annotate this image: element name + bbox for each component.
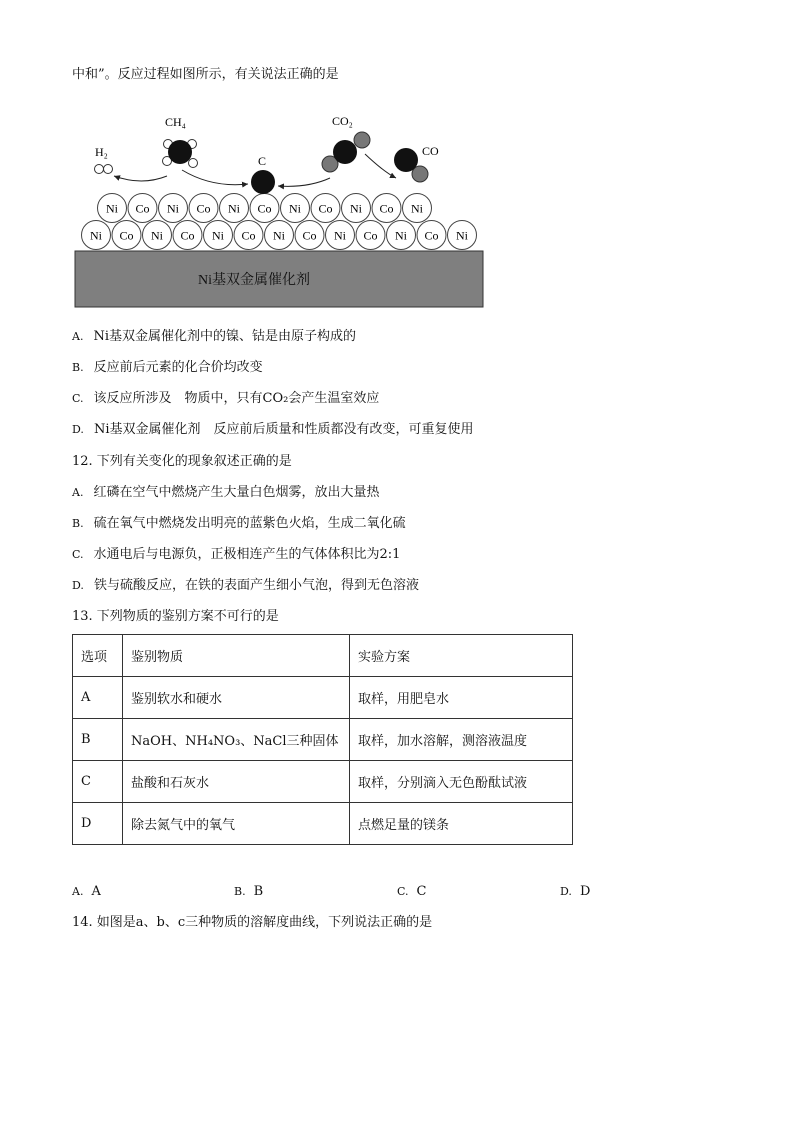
option-text: A xyxy=(91,884,101,899)
option-label: D. xyxy=(72,423,84,436)
arrow-ch4-to-c xyxy=(182,170,248,185)
table-cell: B xyxy=(73,719,123,761)
table-header-cell: 实验方案 xyxy=(350,635,573,677)
q12-option-c[interactable] xyxy=(72,546,400,564)
co-atom-label: Co xyxy=(119,228,134,243)
c-atom xyxy=(251,170,275,194)
table-cell: D xyxy=(73,803,123,845)
h2-label: H₂ xyxy=(95,145,108,159)
table-cell: A xyxy=(73,677,123,719)
table-row xyxy=(73,761,573,803)
arrow-co2-to-c xyxy=(278,178,330,186)
co-atom-label: Co xyxy=(257,201,272,216)
h2-atom xyxy=(104,165,113,174)
option-text: Ni基双金属催化剂 反应前后质量和性质都没有改变，可重复使用 xyxy=(93,422,474,437)
ni-atom-label: Ni xyxy=(151,228,163,243)
co-label: CO xyxy=(422,144,439,158)
q13-table xyxy=(72,634,573,845)
co-atom-label: Co xyxy=(135,201,150,216)
ni-atom-label: Ni xyxy=(90,228,102,243)
q11-option-a[interactable] xyxy=(72,328,356,346)
q13-stem: 13. 下列物质的鉴别方案不可行的是 xyxy=(72,609,279,624)
table-header-cell: 选项 xyxy=(73,635,123,677)
option-label: B. xyxy=(72,361,84,374)
q13-answer-a[interactable] xyxy=(72,884,101,899)
table-cell: 点燃足量的镁条 xyxy=(350,803,573,845)
q11-option-b[interactable] xyxy=(72,359,263,377)
option-label: C. xyxy=(72,392,84,405)
option-label: A. xyxy=(72,885,84,898)
ni-atom-label: Ni xyxy=(289,201,301,216)
co-atom-label: Co xyxy=(318,201,333,216)
co-atom-label: Co xyxy=(379,201,394,216)
option-text: D xyxy=(579,884,591,899)
co-atom-label: Co xyxy=(363,228,378,243)
ni-atom-label: Ni xyxy=(212,228,224,243)
option-text: 铁与硫酸反应，在铁的表面产生细小气泡，得到无色溶液 xyxy=(93,578,419,593)
co-atom-label: Co xyxy=(241,228,256,243)
q13-answer-c[interactable] xyxy=(397,884,426,899)
option-text: 红磷在空气中燃烧产生大量白色烟雾，放出大量热 xyxy=(93,485,380,500)
option-text: Ni基双金属催化剂中的镍、钴是由原子构成的 xyxy=(93,329,356,344)
q12-option-b[interactable] xyxy=(72,515,406,533)
option-text: 反应前后元素的化合价均改变 xyxy=(93,360,263,375)
option-label: A. xyxy=(72,330,84,343)
co2-o-atom xyxy=(354,132,370,148)
co2-label: CO₂ xyxy=(332,114,353,128)
option-text: C xyxy=(416,884,427,899)
q12-option-a[interactable] xyxy=(72,484,379,502)
ch4-h-atom xyxy=(189,159,198,168)
table-cell: 取样，分别滴入无色酚酞试液 xyxy=(350,761,573,803)
intro-line: 中和”。反应过程如图所示，有关说法正确的是 xyxy=(72,67,339,82)
atom-row-top xyxy=(98,194,432,223)
q13-answer-b[interactable] xyxy=(234,884,263,899)
co-atom-label: Co xyxy=(424,228,439,243)
ni-atom-label: Ni xyxy=(456,228,468,243)
option-label: D. xyxy=(72,579,84,592)
option-label: B. xyxy=(234,885,246,898)
ch4-c-atom xyxy=(168,140,192,164)
co-atom-label: Co xyxy=(180,228,195,243)
co-atom-label: Co xyxy=(302,228,317,243)
table-cell: 取样，加水溶解，测溶液温度 xyxy=(350,719,573,761)
table-header-row xyxy=(73,635,573,677)
ni-atom-label: Ni xyxy=(395,228,407,243)
table-row xyxy=(73,719,573,761)
option-label: A. xyxy=(72,486,84,499)
reaction-figure xyxy=(72,104,492,314)
option-label: B. xyxy=(72,517,84,530)
ni-atom-label: Ni xyxy=(350,201,362,216)
table-row xyxy=(73,803,573,845)
catalyst-base-label: Ni基双金属催化剂 xyxy=(198,273,310,288)
q11-option-c[interactable] xyxy=(72,390,379,408)
q12-stem: 12. 下列有关变化的现象叙述正确的是 xyxy=(72,454,292,469)
table-cell: C xyxy=(73,761,123,803)
c-label: C xyxy=(258,154,267,168)
co-atom-label: Co xyxy=(196,201,211,216)
table-cell: 除去氮气中的氧气 xyxy=(123,803,350,845)
ch4-label: CH₄ xyxy=(165,115,186,129)
arrow-to-co xyxy=(365,154,396,178)
option-label: C. xyxy=(72,548,84,561)
q12-option-d[interactable] xyxy=(72,577,419,595)
table-cell: NaOH、NH₄NO₃、NaCl三种固体 xyxy=(123,719,350,761)
q14-stem: 14. 如图是a、b、c三种物质的溶解度曲线，下列说法正确的是 xyxy=(72,915,433,930)
co-c-atom xyxy=(394,148,418,172)
option-label: C. xyxy=(397,885,409,898)
ni-atom-label: Ni xyxy=(106,201,118,216)
option-text: 硫在氧气中燃烧发出明亮的蓝紫色火焰，生成二氧化硫 xyxy=(93,516,406,531)
co2-c-atom xyxy=(333,140,357,164)
ni-atom-label: Ni xyxy=(411,201,423,216)
atom-row-bottom xyxy=(82,221,477,250)
table-row xyxy=(73,677,573,719)
table-cell: 取样，用肥皂水 xyxy=(350,677,573,719)
h2-atom xyxy=(95,165,104,174)
ni-atom-label: Ni xyxy=(273,228,285,243)
table-header-cell: 鉴别物质 xyxy=(123,635,350,677)
table-cell: 盐酸和石灰水 xyxy=(123,761,350,803)
ni-atom-label: Ni xyxy=(228,201,240,216)
arrow-ch4-to-h2 xyxy=(114,176,167,181)
ni-atom-label: Ni xyxy=(334,228,346,243)
option-text: B xyxy=(253,884,264,899)
option-text: 水通电后与电源负，正极相连产生的气体体积比为2:1 xyxy=(93,547,401,562)
option-label: D. xyxy=(560,885,572,898)
table-cell: 鉴别软水和硬水 xyxy=(123,677,350,719)
q11-option-d[interactable] xyxy=(72,421,473,439)
option-text: 该反应所涉及 物质中，只有CO₂会产生温室效应 xyxy=(93,391,380,406)
ni-atom-label: Ni xyxy=(167,201,179,216)
q13-answer-d[interactable] xyxy=(560,884,590,899)
